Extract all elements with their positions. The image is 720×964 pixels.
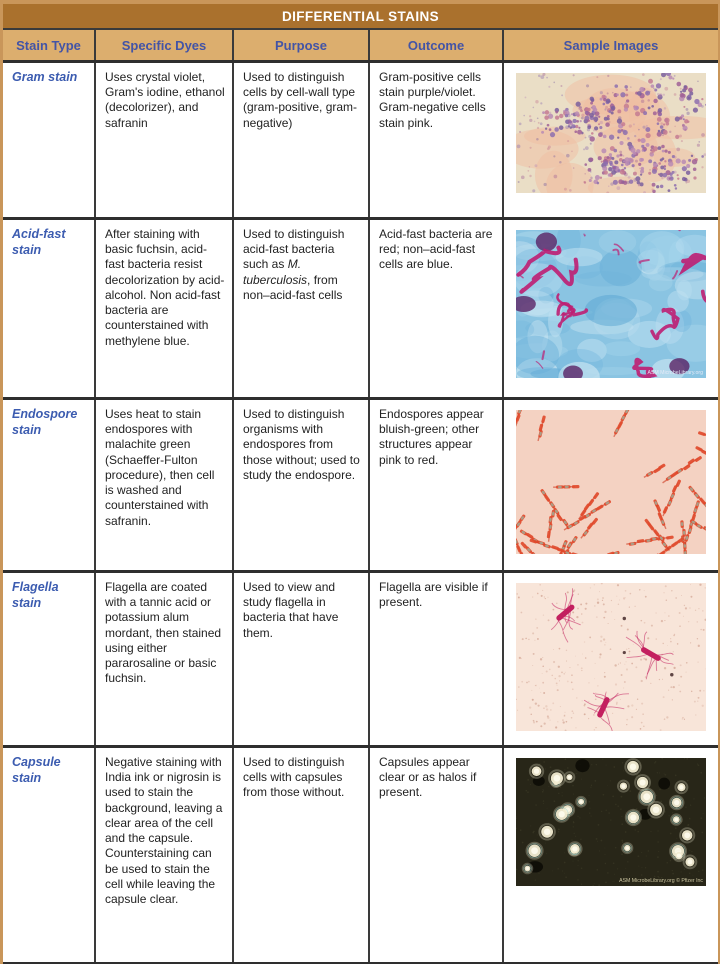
specific-dyes-cell: Uses crystal violet, Gram's iodine, ethanol (decolorizer), and safranin: [95, 62, 233, 219]
table-row-acid-fast-stain: [3, 219, 718, 399]
stain-type-cell: Gram stain: [3, 62, 95, 219]
specific-dyes-cell: Negative staining with India ink or nigrosin is used to stain the background, leaving a clear area of the cell and the capsule. Counterstaining can be used to stain the cell while leaving the capsule clear.: [95, 747, 233, 964]
table-row-capsule-stain: [3, 747, 718, 964]
stain-type-cell: Acid-fast stain: [3, 219, 95, 399]
outcome-cell: Gram-positive cells stain purple/violet. Gram-negative cells stain pink.: [369, 62, 503, 219]
stain-type-cell: Flagella stain: [3, 572, 95, 747]
purpose-cell: Used to distinguish cells by cell-wall type (gram-positive, gram-negative): [233, 62, 369, 219]
micrograph-flagella-stain: [516, 583, 706, 731]
column-header-specific-dyes: Specific Dyes: [95, 30, 233, 62]
outcome-cell: Acid-fast bacteria are red; non–acid-fast cells are blue.: [369, 219, 503, 399]
sample-image-cell: [503, 62, 718, 219]
column-header-outcome: Outcome: [369, 30, 503, 62]
purpose-cell: Used to distinguish cells with capsules from those without.: [233, 747, 369, 964]
micrograph-capsule-stain: [516, 758, 706, 886]
purpose-cell: Used to view and study flagella in bacteria that have them.: [233, 572, 369, 747]
sample-image-cell: [503, 399, 718, 572]
sample-image-cell: [503, 572, 718, 747]
svg-text:ASM MicrobeLibrary.org © Pfize: ASM MicrobeLibrary.org © Pfizer Inc: [619, 877, 703, 884]
column-header-purpose: Purpose: [233, 30, 369, 62]
table-row-gram-stain: [3, 62, 718, 219]
outcome-cell: Capsules appear clear or as halos if present.: [369, 747, 503, 964]
table-title: DIFFERENTIAL STAINS: [3, 4, 718, 30]
column-header-stain-type: Stain Type: [3, 30, 95, 62]
svg-text:ASM MicrobeLibrary.org: ASM MicrobeLibrary.org: [647, 370, 703, 376]
micrograph-acid-fast-stain: [516, 230, 706, 378]
purpose-cell: Used to distinguish acid-fast bacteria such as M. tuberculosis, from non–acid-fast cells: [233, 219, 369, 399]
sample-image-cell: [503, 747, 718, 964]
table-row-flagella-stain: [3, 572, 718, 747]
table-row-endospore-stain: [3, 399, 718, 572]
outcome-cell: Endospores appear bluish-green; other structures appear pink to red.: [369, 399, 503, 572]
purpose-cell: Used to distinguish organisms with endospores from those without; used to study the endospore.: [233, 399, 369, 572]
header-row: [3, 30, 718, 62]
micrograph-gram-stain: [516, 73, 706, 193]
stains-table: [3, 30, 718, 964]
specific-dyes-cell: Uses heat to stain endospores with malachite green (Schaeffer-Fulton procedure), then cell is washed and counterstained with safranin.: [95, 399, 233, 572]
micrograph-endospore-stain: [516, 410, 706, 554]
stain-type-cell: Endospore stain: [3, 399, 95, 572]
outcome-cell: Flagella are visible if present.: [369, 572, 503, 747]
specific-dyes-cell: Flagella are coated with a tannic acid or potassium alum mordant, then stained using either pararosaline or basic fuchsin.: [95, 572, 233, 747]
sample-image-cell: [503, 219, 718, 399]
differential-stains-table: [3, 4, 718, 964]
specific-dyes-cell: After staining with basic fuchsin, acid-fast bacteria resist decolorization by acid-alcohol. Non acid-fast bacteria are counterstained with methylene blue.: [95, 219, 233, 399]
column-header-sample-images: Sample Images: [503, 30, 718, 62]
stain-type-cell: Capsule stain: [3, 747, 95, 964]
